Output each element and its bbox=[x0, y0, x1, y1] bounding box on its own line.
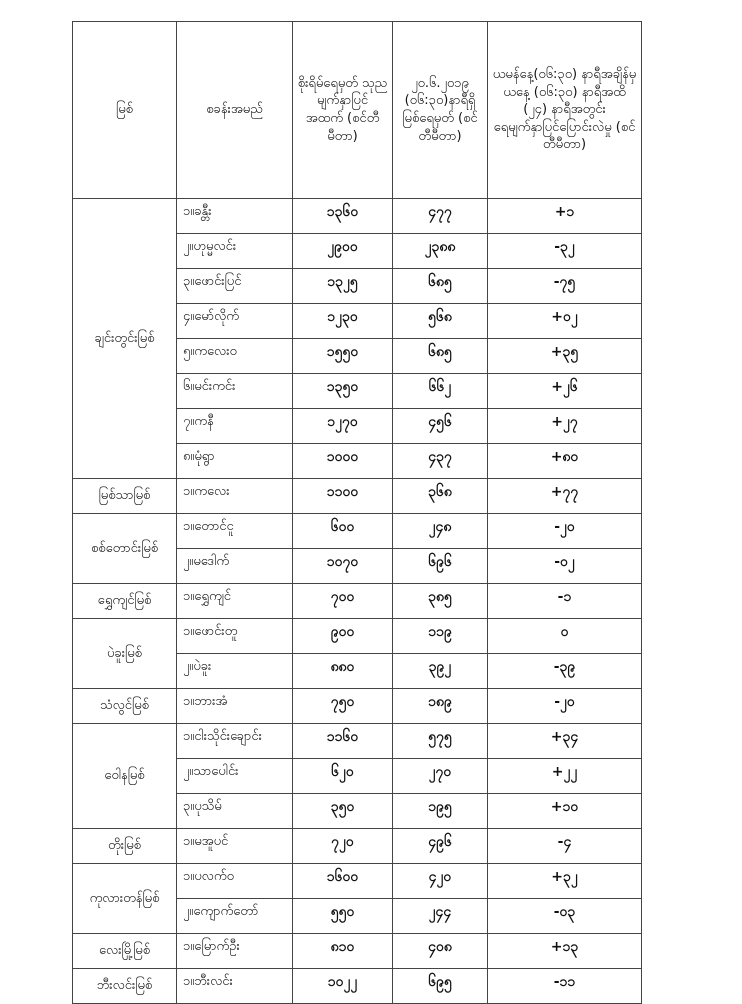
station-name: ၁။ဘားအံ bbox=[177, 689, 293, 724]
table-row bbox=[73, 479, 642, 514]
current-level-value: ၆၉၆ bbox=[393, 549, 488, 584]
station-name: ၂။သာပေါင်း bbox=[177, 759, 293, 794]
current-level-value: ၂၄၈ bbox=[393, 514, 488, 549]
danger-level-value: ၁၂၇၀ bbox=[293, 409, 393, 444]
station-name: ၂။ပဲခူး bbox=[177, 654, 293, 689]
danger-level-value: ၁၆၀၀ bbox=[293, 864, 393, 899]
station-name: ၃။ဖောင်းပြင် bbox=[177, 269, 293, 304]
change-value: +၂၆ bbox=[488, 374, 642, 409]
danger-level-value: ၆၀၀ bbox=[293, 514, 393, 549]
station-name: ၆။မင်းကင်း bbox=[177, 374, 293, 409]
table-body bbox=[73, 199, 642, 1004]
table-row bbox=[73, 864, 642, 899]
river-name: မြစ်သာမြစ် bbox=[73, 479, 177, 514]
current-level-value: ၆၈၅ bbox=[393, 339, 488, 374]
station-name: ၂။မဒေါက် bbox=[177, 549, 293, 584]
current-level-value: ၄၃၇ bbox=[393, 444, 488, 479]
change-value: -၁ bbox=[488, 584, 642, 619]
station-name: ၁။ပလက်ဝ bbox=[177, 864, 293, 899]
table-row bbox=[73, 619, 642, 654]
station-name: ၁။ငါးသိုင်းချောင်း bbox=[177, 724, 293, 759]
change-value: -၂၀ bbox=[488, 689, 642, 724]
header-danger-level: စိုးရိမ်ရေမှတ် သုည မျက်နှာပြင် အထက် (စင်တီမီတာ) bbox=[293, 22, 393, 199]
change-value: -၁၁ bbox=[488, 969, 642, 1004]
table-row bbox=[73, 829, 642, 864]
river-name: ရွှေကျင်မြစ် bbox=[73, 584, 177, 619]
station-name: ၂။ကျောက်တော် bbox=[177, 899, 293, 934]
danger-level-value: ၉၀၀ bbox=[293, 619, 393, 654]
table-row bbox=[73, 199, 642, 234]
station-name: ၈။မုံရွာ bbox=[177, 444, 293, 479]
current-level-value: ၃၉၂ bbox=[393, 654, 488, 689]
station-name: ၇။ကနီ bbox=[177, 409, 293, 444]
river-name: ပဲခူးမြစ် bbox=[73, 619, 177, 689]
header-station: စခန်းအမည် bbox=[177, 22, 293, 199]
river-name: ကုလားတန်မြစ် bbox=[73, 864, 177, 934]
danger-level-value: ၁၀၂၂ bbox=[293, 969, 393, 1004]
river-name: ဝေါနမြစ် bbox=[73, 724, 177, 829]
current-level-value: ၄၇၇ bbox=[393, 199, 488, 234]
current-level-value: ၂၃၈၈ bbox=[393, 234, 488, 269]
danger-level-value: ၇၅၀ bbox=[293, 689, 393, 724]
river-name: ဘီးလင်းမြစ် bbox=[73, 969, 177, 1004]
station-name: ၅။ကလေးဝ bbox=[177, 339, 293, 374]
change-value: -၇၅ bbox=[488, 269, 642, 304]
change-value: ၀ bbox=[488, 619, 642, 654]
change-value: +၃၅ bbox=[488, 339, 642, 374]
danger-level-value: ၁၁၀၀ bbox=[293, 479, 393, 514]
station-name: ၁။ဘီးလင်း bbox=[177, 969, 293, 1004]
change-value: +၇၇ bbox=[488, 479, 642, 514]
danger-level-value: ၈၈၀ bbox=[293, 654, 393, 689]
table-row bbox=[73, 969, 642, 1004]
current-level-value: ၁၁၉ bbox=[393, 619, 488, 654]
station-name: ၁။ရွှေကျင် bbox=[177, 584, 293, 619]
change-value: +၂၇ bbox=[488, 409, 642, 444]
table-row bbox=[73, 584, 642, 619]
change-value: -၀၃ bbox=[488, 899, 642, 934]
change-value: +၀၂ bbox=[488, 304, 642, 339]
current-level-value: ၃၈၅ bbox=[393, 584, 488, 619]
change-value: +၁၃ bbox=[488, 934, 642, 969]
header-river: မြစ် bbox=[73, 22, 177, 199]
current-level-value: ၂၄၄ bbox=[393, 899, 488, 934]
current-level-value: ၂၇၀ bbox=[393, 759, 488, 794]
river-name: ချင်းတွင်းမြစ် bbox=[73, 199, 177, 479]
header-24h-change: ယမန်နေ့(၀၆:၃၀) နာရီအချိန်မှ ယနေ့ (၀၆:၃၀) နာရီအထိ (၂၄) နာရီအတွင်း ရေမျက်နှာပြင်ပြောင်းလဲမှု (စင်တီမီတာ) bbox=[488, 22, 642, 199]
change-value: -၃၉ bbox=[488, 654, 642, 689]
river-level-table bbox=[72, 21, 642, 1004]
change-value: -၃၂ bbox=[488, 234, 642, 269]
danger-level-value: ၁၃၆၀ bbox=[293, 199, 393, 234]
change-value: +၁၀ bbox=[488, 794, 642, 829]
change-value: +၃၂ bbox=[488, 864, 642, 899]
change-value: +၈၀ bbox=[488, 444, 642, 479]
danger-level-value: ၂၉၀၀ bbox=[293, 234, 393, 269]
table-row bbox=[73, 934, 642, 969]
danger-level-value: ၇၂၀ bbox=[293, 829, 393, 864]
station-name: ၃။ပုသိမ် bbox=[177, 794, 293, 829]
danger-level-value: ၇၀၀ bbox=[293, 584, 393, 619]
current-level-value: ၄၂၀ bbox=[393, 864, 488, 899]
station-name: ၁။မအူပင် bbox=[177, 829, 293, 864]
current-level-value: ၁၈၉ bbox=[393, 689, 488, 724]
danger-level-value: ၆၂၀ bbox=[293, 759, 393, 794]
danger-level-value: ၁၁၆၀ bbox=[293, 724, 393, 759]
danger-level-value: ၃၅၀ bbox=[293, 794, 393, 829]
danger-level-value: ၁၀၀၀ bbox=[293, 444, 393, 479]
station-name: ၁။တောင်ငူ bbox=[177, 514, 293, 549]
station-name: ၁။ခန္တီး bbox=[177, 199, 293, 234]
current-level-value: ၄၅၆ bbox=[393, 409, 488, 444]
current-level-value: ၄၉၆ bbox=[393, 829, 488, 864]
danger-level-value: ၈၁၀ bbox=[293, 934, 393, 969]
change-value: -၄ bbox=[488, 829, 642, 864]
header-row bbox=[73, 22, 642, 199]
station-name: ၁။မြောက်ဦး bbox=[177, 934, 293, 969]
danger-level-value: ၁၂၃၀ bbox=[293, 304, 393, 339]
river-name: တိုးမြစ် bbox=[73, 829, 177, 864]
river-name: သံလွင်မြစ် bbox=[73, 689, 177, 724]
change-value: +၂၂ bbox=[488, 759, 642, 794]
change-value: -၀၂ bbox=[488, 549, 642, 584]
station-name: ၄။မော်လိုက် bbox=[177, 304, 293, 339]
table-row bbox=[73, 514, 642, 549]
danger-level-value: ၁၃၅၀ bbox=[293, 374, 393, 409]
current-level-value: ၁၉၅ bbox=[393, 794, 488, 829]
danger-level-value: ၁၅၅၀ bbox=[293, 339, 393, 374]
current-level-value: ၅၆၈ bbox=[393, 304, 488, 339]
current-level-value: ၄၀၈ bbox=[393, 934, 488, 969]
station-name: ၁။ဖောင်းတူ bbox=[177, 619, 293, 654]
danger-level-value: ၁၀၇၀ bbox=[293, 549, 393, 584]
current-level-value: ၆၆၂ bbox=[393, 374, 488, 409]
station-name: ၂။ဟုမ္မလင်း bbox=[177, 234, 293, 269]
current-level-value: ၃၆၈ bbox=[393, 479, 488, 514]
danger-level-value: ၁၃၂၅ bbox=[293, 269, 393, 304]
current-level-value: ၆၈၅ bbox=[393, 269, 488, 304]
current-level-value: ၆၉၅ bbox=[393, 969, 488, 1004]
river-name: စစ်တောင်းမြစ် bbox=[73, 514, 177, 584]
table-row bbox=[73, 724, 642, 759]
change-value: +၃၄ bbox=[488, 724, 642, 759]
header-current-level: ၂၀.၆.၂၀၁၉ (၀၆:၃၀)နာရီရှိ မြစ်ရေမှတ် (စင်တီမီတာ) bbox=[393, 22, 488, 199]
table-row bbox=[73, 689, 642, 724]
danger-level-value: ၅၅၀ bbox=[293, 899, 393, 934]
change-value: +၁ bbox=[488, 199, 642, 234]
change-value: -၂၀ bbox=[488, 514, 642, 549]
station-name: ၁။ကလေး bbox=[177, 479, 293, 514]
river-name: လေးမြို့မြစ် bbox=[73, 934, 177, 969]
current-level-value: ၅၇၅ bbox=[393, 724, 488, 759]
